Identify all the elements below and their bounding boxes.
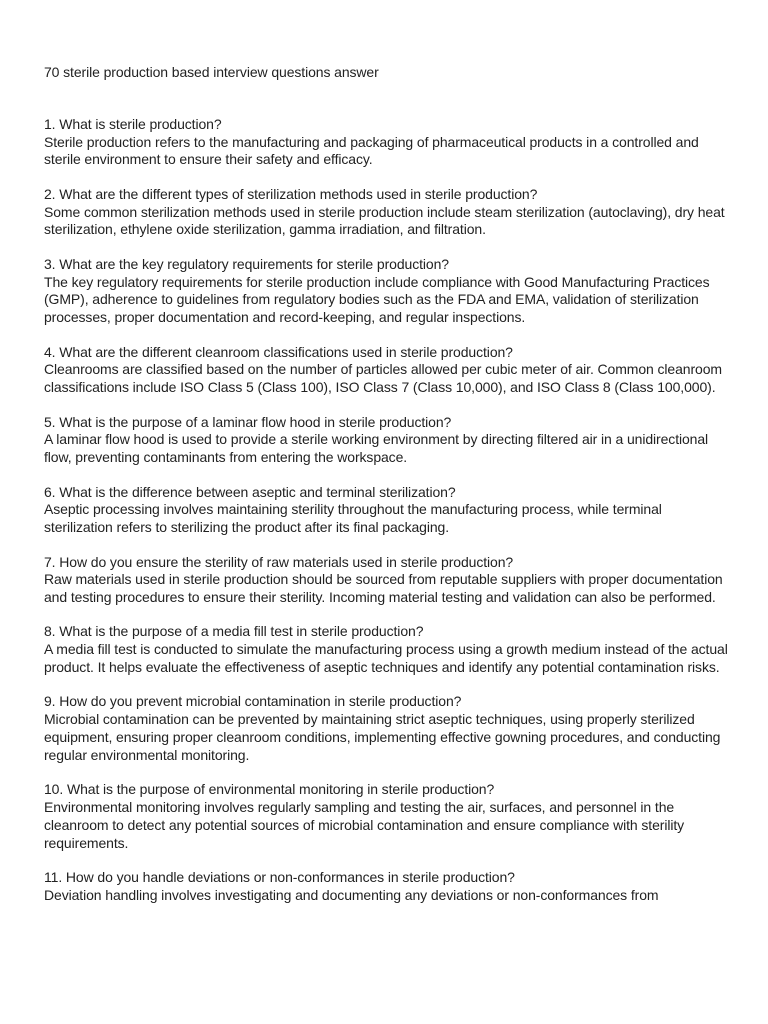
qa-item — [44, 256, 734, 327]
answer-text: Raw materials used in sterile production should be sourced from reputable suppliers with proper documentation and testing procedures to ensure their sterility. Incoming material testing and validation can also be performed. — [44, 571, 723, 606]
question-text: 4. What are the different cleanroom classifications used in sterile production? — [44, 343, 513, 360]
qa-item — [44, 554, 734, 607]
answer-text: Sterile production refers to the manufacturing and packaging of pharmaceutical products in a controlled and sterile environment to ensure their safety and efficacy. — [44, 133, 699, 168]
answer-text: Some common sterilization methods used in sterile production include steam sterilization (autoclaving), dry heat sterilization, ethylene oxide sterilization, gamma irradiation, and filtration. — [44, 203, 725, 238]
question-text: 7. How do you ensure the sterility of raw materials used in sterile production? — [44, 553, 514, 570]
qa-item — [44, 623, 734, 676]
qa-item — [44, 693, 734, 764]
answer-text: Aseptic processing involves maintaining sterility throughout the manufacturing process, while terminal sterilization refers to sterilizing the product after its final packaging. — [44, 501, 662, 536]
answer-text: Cleanrooms are classified based on the number of particles allowed per cubic meter of air. Common cleanroom classifications include ISO Class 5 (Class 100), ISO Class 7 (Class 10,000), and ISO Class 8 (Class 100,000). — [44, 361, 722, 396]
qa-item — [44, 344, 734, 397]
qa-item — [44, 781, 734, 852]
answer-text: The key regulatory requirements for sterile production include compliance with Good Manufacturing Practices (GMP), adherence to guidelines from regulatory bodies such as the FDA and EMA, validation of sterilization processes, proper documentation and record-keeping, and regular inspections. — [44, 273, 710, 326]
answer-text: A laminar flow hood is used to provide a sterile working environment by directing filtered air in a unidirectional flow, preventing contaminants from entering the workspace. — [44, 431, 709, 466]
question-text: 10. What is the purpose of environmental monitoring in sterile production? — [44, 781, 495, 798]
qa-item — [44, 186, 734, 239]
answer-text: Microbial contamination can be prevented by maintaining strict aseptic techniques, using properly sterilized equipment, ensuring proper cleanroom conditions, implementing effective gowning procedures, and conducting regular environmental monitoring. — [44, 711, 721, 763]
qa-item — [44, 484, 734, 537]
question-text: 5. What is the purpose of a laminar flow hood in sterile production? — [44, 413, 452, 430]
document-page — [44, 64, 734, 921]
question-text: 8. What is the purpose of a media fill test in sterile production? — [44, 623, 424, 640]
question-text: 9. How do you prevent microbial contamination in sterile production? — [44, 693, 462, 710]
qa-item — [44, 869, 734, 905]
question-text: 1. What is sterile production? — [44, 115, 222, 132]
qa-item — [44, 414, 734, 467]
question-text: 3. What are the key regulatory requirements for sterile production? — [44, 255, 449, 272]
question-text: 11. How do you handle deviations or non-conformances in sterile production? — [44, 869, 515, 886]
document-title: 70 sterile production based interview questions answer — [44, 64, 379, 80]
answer-text: A media fill test is conducted to simulate the manufacturing process using a growth medium instead of the actual product. It helps evaluate the effectiveness of aseptic techniques and identify any potential contamination risks. — [44, 641, 728, 676]
answer-text: Deviation handling involves investigating and documenting any deviations or non-conformances from — [44, 886, 659, 903]
question-text: 6. What is the difference between aseptic and terminal sterilization? — [44, 483, 456, 500]
qa-item — [44, 116, 734, 169]
question-text: 2. What are the different types of sterilization methods used in sterile production? — [44, 185, 538, 202]
answer-text: Environmental monitoring involves regularly sampling and testing the air, surfaces, and personnel in the cleanroom to detect any potential sources of microbial contamination and ensure compliance with sterility requirements. — [44, 799, 685, 851]
